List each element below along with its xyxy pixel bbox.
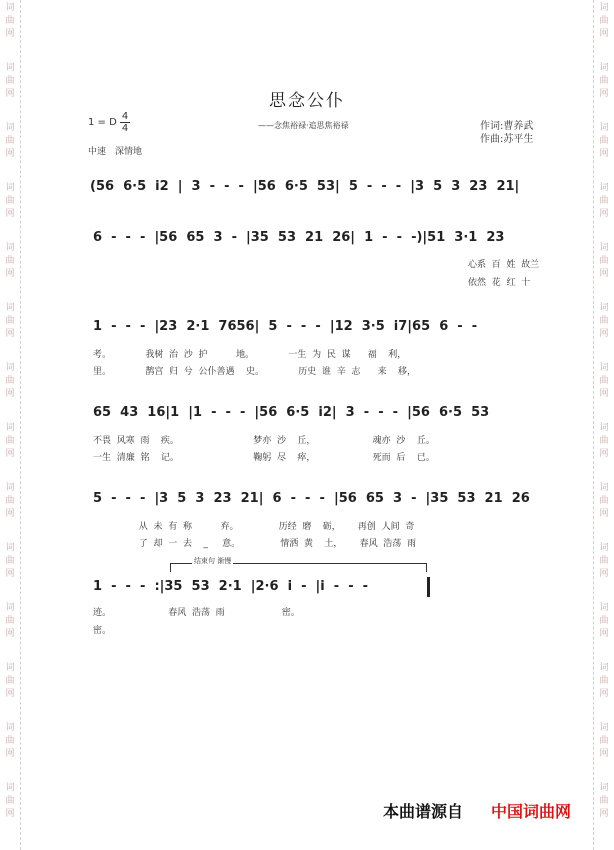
time-signature-top: 4	[121, 111, 129, 122]
page-title: 思念公仆	[269, 91, 345, 111]
watermark-glyph: 词	[599, 183, 609, 193]
watermark-glyph: 词	[5, 363, 15, 373]
watermark-glyph: 曲	[599, 136, 609, 146]
score-row-3-notes: 1 - - - |23 2·1 7656| 5 - - - |12 3·5 i7|65 6 - -	[93, 319, 478, 334]
watermark-glyph: 曲	[599, 616, 609, 626]
watermark-glyph: 网	[5, 809, 15, 819]
watermark-glyph: 曲	[5, 136, 15, 146]
watermark-glyph: 曲	[599, 16, 609, 26]
watermark-glyph: 网	[599, 89, 609, 99]
watermark-glyph: 网	[5, 509, 15, 519]
watermark-glyph: 词	[5, 303, 15, 313]
watermark-glyph: 曲	[5, 616, 15, 626]
watermark-glyph: 词	[599, 243, 609, 253]
key-label: 1 = D	[88, 117, 117, 128]
watermark-glyph: 网	[599, 209, 609, 219]
score-row-1-notes: (56 6·5 i2 | 3 - - - |56 6·5 53| 5 - - - |3 5 3 23 21|	[90, 179, 520, 194]
watermark-glyph: 词	[599, 603, 609, 613]
score-row-6-lyrics-1: 迹。 春风 浩荡 雨 密。	[93, 608, 300, 618]
score-row-3-lyrics-2: 里。 鹊宫 归 兮 公仆善遇 史。 历史 谁 辛 志 来 移，	[93, 367, 417, 377]
watermark-glyph: 词	[599, 543, 609, 553]
watermark-glyph: 网	[5, 449, 15, 459]
footer-source-label: 本曲谱源自	[383, 802, 464, 821]
watermark-glyph: 曲	[599, 796, 609, 806]
watermark-glyph: 曲	[5, 16, 15, 26]
watermark-glyph: 曲	[599, 736, 609, 746]
watermark-glyph: 曲	[5, 196, 15, 206]
watermark-glyph: 网	[5, 569, 15, 579]
footer-site-name: 中国词曲网	[491, 802, 572, 821]
watermark-glyph: 词	[599, 723, 609, 733]
score-row-4-lyrics-2: 一生 清廉 铭 记。 鞠躬 尽 瘁， 死而 后 已。	[93, 453, 435, 463]
watermark-glyph: 网	[599, 569, 609, 579]
watermark-glyph: 词	[5, 63, 15, 73]
ending-label: 结束句 渐慢	[194, 557, 232, 565]
watermark-glyph: 网	[599, 509, 609, 519]
watermark-glyph: 曲	[599, 676, 609, 686]
watermark-glyph: 词	[5, 783, 15, 793]
watermark-glyph: 词	[599, 63, 609, 73]
lyricist: 作词:曹养武	[480, 121, 534, 132]
watermark-glyph: 曲	[5, 556, 15, 566]
watermark-glyph: 曲	[599, 496, 609, 506]
watermark-glyph: 曲	[5, 256, 15, 266]
composer: 作曲:苏平生	[480, 134, 534, 145]
score-row-5-lyrics-1: 从 未 有 称 弃。 历经 磨 砺， 再创 人间 奇	[93, 522, 415, 532]
score-row-2-notes: 6 - - - |56 65 3 - |35 53 21 26| 1 - - -)|51 3·1 23	[93, 230, 505, 245]
tempo-marking: 中速 深情地	[88, 147, 143, 157]
score-row-2-lyrics-2: 依然 花 红 十	[468, 278, 531, 288]
watermark-glyph: 曲	[599, 316, 609, 326]
watermark-glyph: 曲	[5, 436, 15, 446]
watermark-glyph: 网	[5, 269, 15, 279]
watermark-glyph: 曲	[599, 196, 609, 206]
watermark-glyph: 词	[5, 543, 15, 553]
watermark-glyph: 曲	[5, 376, 15, 386]
watermark-glyph: 词	[5, 603, 15, 613]
watermark-glyph: 网	[5, 749, 15, 759]
watermark-glyph: 网	[5, 209, 15, 219]
score-row-5-lyrics-2: 了 却 一 去 _ 意。 情洒 黄 土， 春风 浩荡 雨	[93, 539, 417, 549]
watermark-glyph: 词	[5, 423, 15, 433]
watermark-glyph: 词	[5, 183, 15, 193]
score-row-2-lyrics-1: 心系 百 姓 故兰	[468, 260, 540, 270]
key-signature	[88, 117, 117, 128]
watermark-glyph: 曲	[5, 76, 15, 86]
watermark-glyph: 曲	[599, 556, 609, 566]
watermark-glyph: 网	[5, 389, 15, 399]
watermark-glyph: 曲	[5, 496, 15, 506]
watermark-glyph: 网	[599, 749, 609, 759]
watermark-glyph: 网	[5, 149, 15, 159]
watermark-glyph: 词	[599, 483, 609, 493]
watermark-glyph: 曲	[599, 376, 609, 386]
watermark-glyph: 网	[599, 629, 609, 639]
watermark-glyph: 曲	[5, 796, 15, 806]
watermark-glyph: 词	[599, 663, 609, 673]
watermark-glyph: 曲	[599, 436, 609, 446]
watermark-glyph: 词	[599, 123, 609, 133]
watermark-glyph: 词	[599, 303, 609, 313]
final-barline	[427, 577, 430, 597]
watermark-glyph: 词	[5, 723, 15, 733]
watermark-glyph: 网	[5, 689, 15, 699]
watermark-glyph: 网	[599, 809, 609, 819]
watermark-glyph: 网	[5, 629, 15, 639]
score-row-6-notes: 1 - - - :|35 53 2·1 |2·6 i - |i - - -	[93, 579, 369, 594]
watermark-glyph: 网	[5, 89, 15, 99]
watermark-glyph: 词	[5, 483, 15, 493]
watermark-glyph: 词	[599, 783, 609, 793]
watermark-glyph: 词	[5, 123, 15, 133]
watermark-glyph: 词	[5, 243, 15, 253]
watermark-glyph: 网	[599, 329, 609, 339]
watermark-glyph: 网	[599, 449, 609, 459]
watermark-glyph: 网	[5, 329, 15, 339]
watermark-glyph: 词	[599, 3, 609, 13]
score-row-5-notes: 5 - - - |3 5 3 23 21| 6 - - - |56 65 3 - |35 53 21 26	[93, 491, 530, 506]
watermark-glyph: 网	[599, 689, 609, 699]
watermark-glyph: 网	[599, 269, 609, 279]
score-row-4-lyrics-1: 不畏 风寒 雨 疾。 梦亦 沙 丘， 魂亦 沙 丘。	[93, 436, 435, 446]
time-signature	[120, 111, 130, 134]
watermark-glyph: 曲	[5, 676, 15, 686]
subtitle: ——念焦裕禄·追思焦裕禄	[258, 121, 349, 130]
watermark-glyph: 网	[599, 149, 609, 159]
watermark-glyph: 曲	[599, 256, 609, 266]
watermark-glyph: 曲	[5, 736, 15, 746]
watermark-glyph: 网	[599, 389, 609, 399]
watermark-glyph: 词	[599, 363, 609, 373]
watermark-glyph: 词	[599, 423, 609, 433]
watermark-glyph: 曲	[5, 316, 15, 326]
watermark-glyph: 词	[5, 663, 15, 673]
watermark-glyph: 网	[5, 29, 15, 39]
watermark-glyph: 网	[599, 29, 609, 39]
score-row-6-lyrics-2: 密。	[93, 626, 112, 636]
time-signature-bottom: 4	[121, 123, 129, 134]
score-row-4-notes: 65 43 16|1 |1 - - - |56 6·5 i2| 3 - - - |56 6·5 53	[93, 405, 490, 420]
watermark-glyph: 词	[5, 3, 15, 13]
watermark-glyph: 曲	[599, 76, 609, 86]
score-row-3-lyrics-1: 考。 我树 治 沙 护 地。 一生 为 民 谋 福 利，	[93, 350, 407, 360]
